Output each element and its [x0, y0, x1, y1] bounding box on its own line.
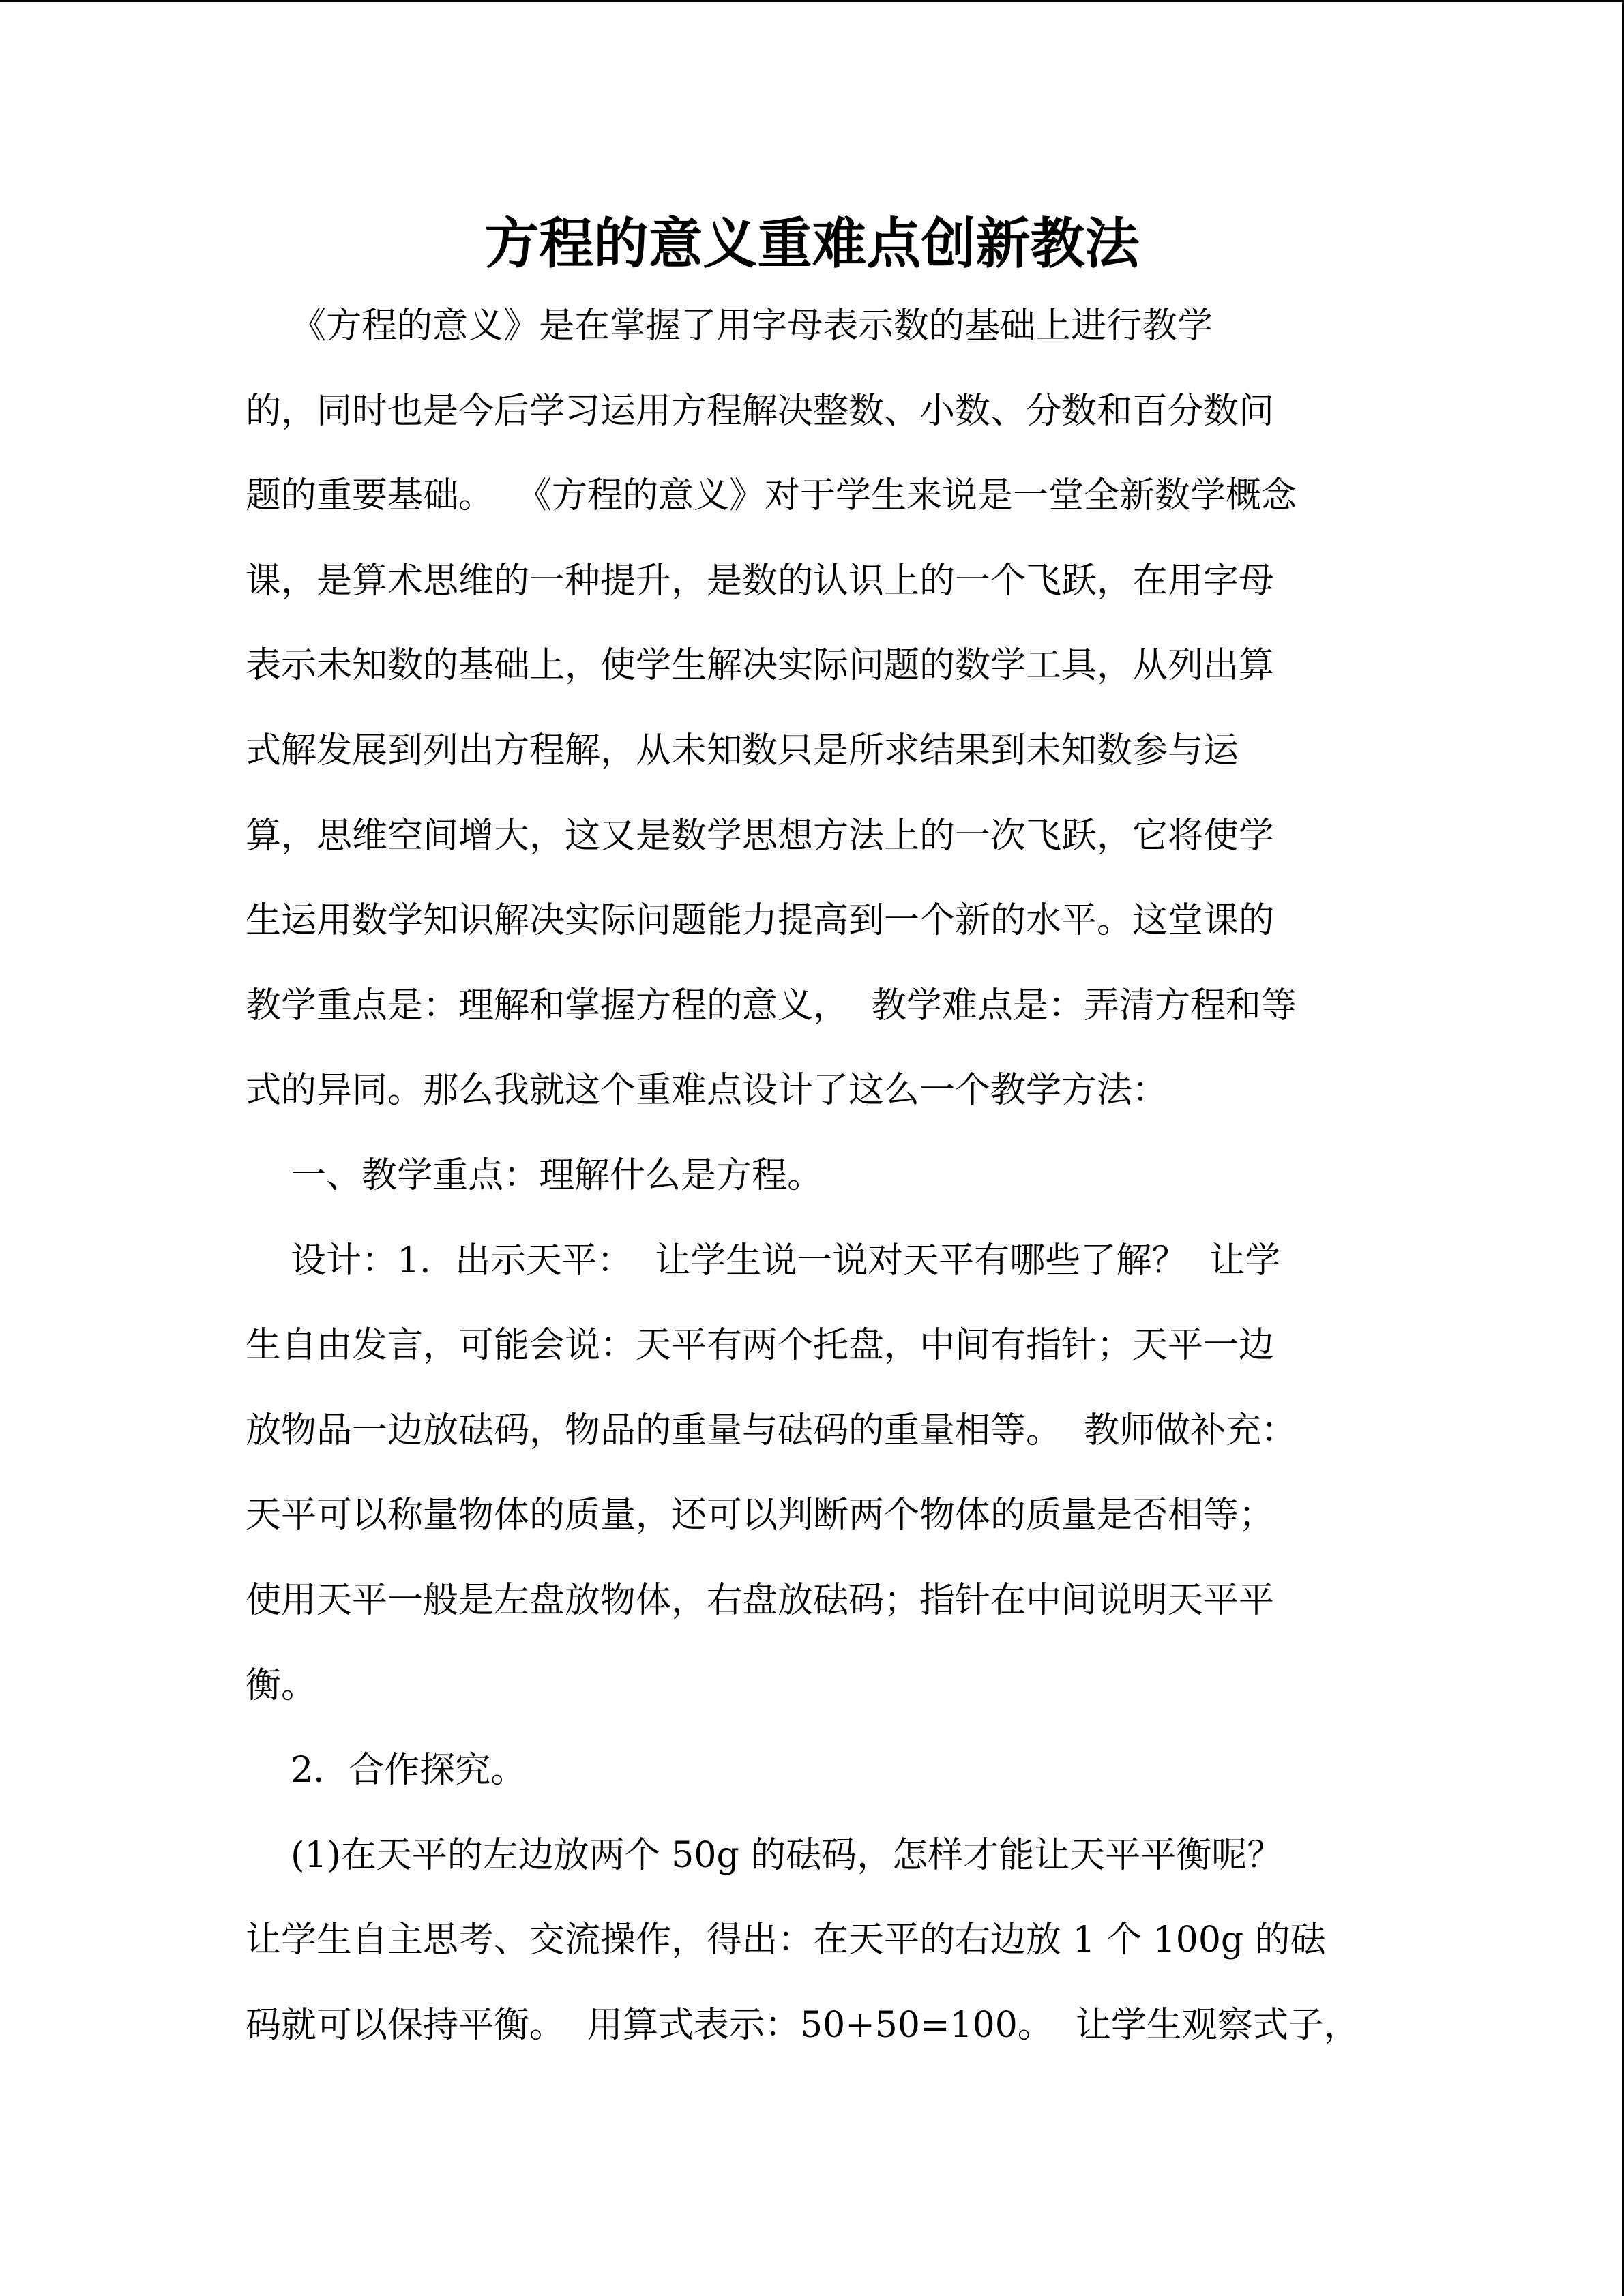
- document-body: [246, 284, 1378, 2068]
- body-line: 式的异同。那么我就这个重难点设计了这么一个教学方法：: [246, 1070, 1168, 1112]
- body-line: 的，同时也是今后学习运用方程解决整数、小数、分数和百分数问: [246, 390, 1275, 432]
- body-line: 教学重点是：理解和掌握方程的意义， 教学难点是：弄清方程和等: [246, 985, 1297, 1026]
- body-line: 课，是算术思维的一种提升，是数的认识上的一个飞跃，在用字母: [246, 560, 1275, 601]
- body-line: 式解发展到列出方程解，从未知数只是所求结果到未知数参与运: [246, 730, 1239, 771]
- body-line: 算，思维空间增大，这又是数学思想方法上的一次飞跃，它将使学: [246, 815, 1275, 856]
- document-title: 方程的意义重难点创新教法: [484, 212, 1140, 275]
- body-line: 题的重要基础。 《方程的意义》对于学生来说是一堂全新数学概念: [246, 475, 1297, 517]
- body-line: (1)在天平的左边放两个 50g 的砝码，怎样才能让天平平衡呢？: [246, 1834, 1283, 1876]
- body-line: 设计：1．出示天平： 让学生说一说对天平有哪些了解？ 让学: [246, 1240, 1281, 1281]
- body-line: 放物品一边放砝码，物品的重量与砝码的重量相等。 教师做补充：: [246, 1410, 1297, 1451]
- body-line: 让学生自主思考、交流操作，得出：在天平的右边放 1 个 100g 的砝: [246, 1920, 1326, 1961]
- body-line: 使用天平一般是左盘放物体，右盘放砝码；指针在中间说明天平平: [246, 1579, 1275, 1621]
- body-line: 生自由发言，可能会说：天平有两个托盘，中间有指针；天平一边: [246, 1325, 1275, 1367]
- body-line: 天平可以称量物体的质量，还可以判断两个物体的质量是否相等；: [246, 1495, 1275, 1536]
- body-line: 2．合作探究。: [246, 1750, 527, 1791]
- body-line: 生运用数学知识解决实际问题能力提高到一个新的水平。这堂课的: [246, 900, 1275, 942]
- body-line: 表示未知数的基础上，使学生解决实际问题的数学工具，从列出算: [246, 645, 1275, 687]
- body-line: 衡。: [246, 1665, 317, 1706]
- body-line: 《方程的意义》是在掌握了用字母表示数的基础上进行教学: [246, 305, 1213, 346]
- body-line: 码就可以保持平衡。 用算式表示：50+50=100。 让学生观察式子，: [246, 2004, 1359, 2046]
- section-heading: 一、教学重点：理解什么是方程。: [246, 1154, 823, 1196]
